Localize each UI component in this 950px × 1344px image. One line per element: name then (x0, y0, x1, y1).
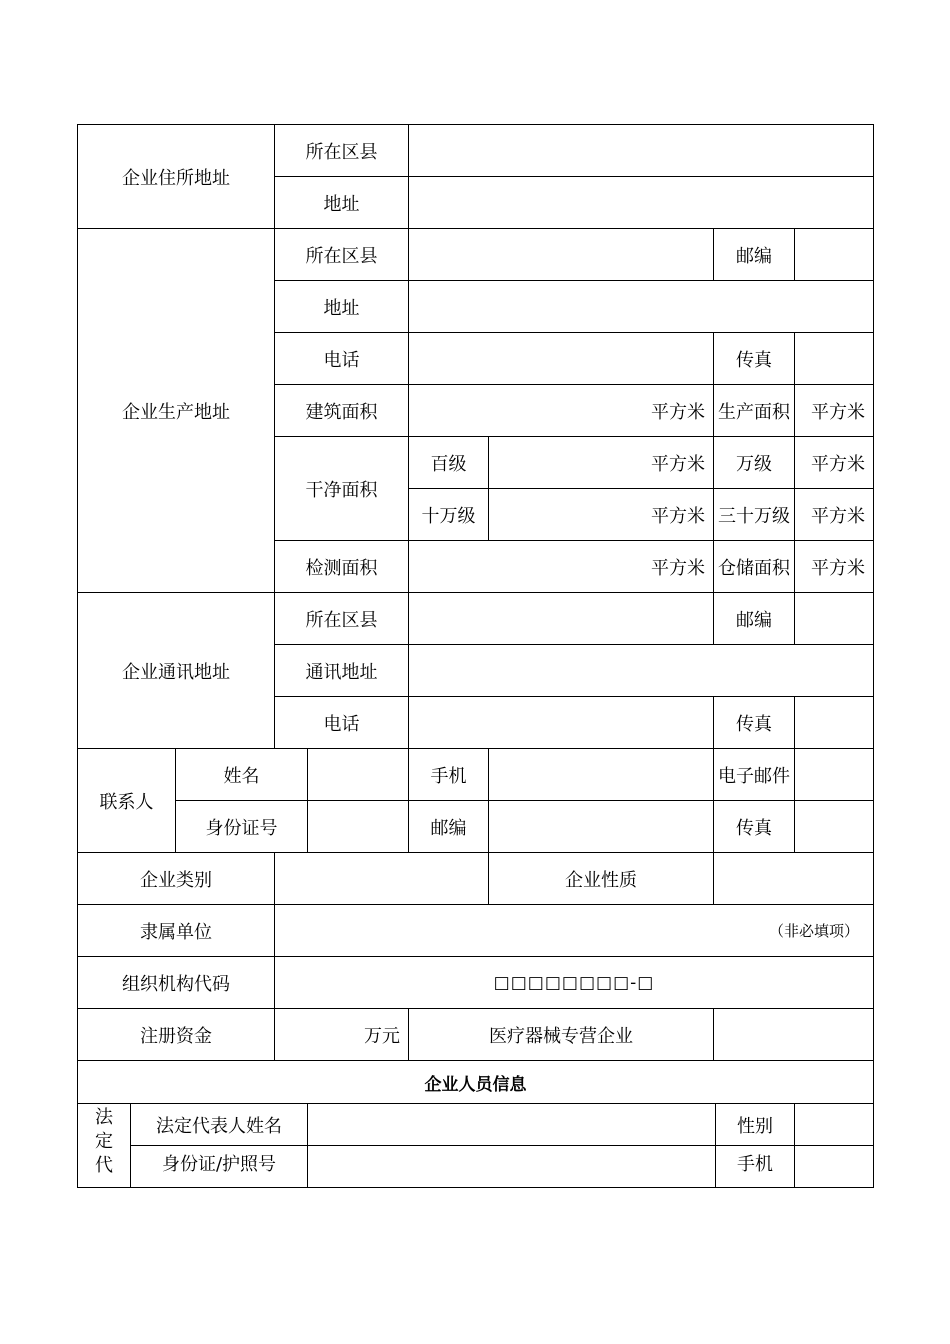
correspondence-postcode-field[interactable] (795, 593, 874, 645)
correspondence-address-field[interactable] (409, 645, 874, 697)
enterprise-category-label: 企业类别 (78, 853, 275, 905)
contact-title: 联系人 (78, 749, 176, 853)
contact-fax-field[interactable] (795, 801, 874, 853)
contact-id-field[interactable] (308, 801, 409, 853)
storage-area-label: 仓储面积 (714, 541, 795, 593)
class-100000-label: 十万级 (409, 489, 489, 541)
org-code-label: 组织机构代码 (78, 957, 275, 1009)
production-district-field[interactable] (409, 229, 714, 281)
contact-id-label: 身份证号 (176, 801, 308, 853)
legal-rep-mobile-label: 手机 (716, 1146, 795, 1188)
class-10000-field[interactable]: 平方米 (795, 437, 874, 489)
production-fax-field[interactable] (795, 333, 874, 385)
enterprise-registration-form (77, 124, 874, 1188)
production-phone-field[interactable] (409, 333, 714, 385)
affiliation-label: 隶属单位 (78, 905, 275, 957)
production-area-label: 生产面积 (714, 385, 795, 437)
testing-area-label: 检测面积 (275, 541, 409, 593)
dedicated-enterprise-field[interactable] (714, 1009, 874, 1061)
residence-district-label: 所在区县 (275, 125, 409, 177)
class-100-label: 百级 (409, 437, 489, 489)
contact-name-field[interactable] (308, 749, 409, 801)
contact-postcode-label: 邮编 (409, 801, 489, 853)
residence-district-field[interactable] (409, 125, 874, 177)
production-address-field[interactable] (409, 281, 874, 333)
building-area-field[interactable]: 平方米 (409, 385, 714, 437)
residence-address-field[interactable] (409, 177, 874, 229)
production-fax-label: 传真 (714, 333, 795, 385)
gender-field[interactable] (795, 1104, 874, 1146)
production-area-field[interactable]: 平方米 (795, 385, 874, 437)
legal-rep-vertical-label (78, 1104, 131, 1188)
production-district-label: 所在区县 (275, 229, 409, 281)
contact-email-label: 电子邮件 (714, 749, 795, 801)
contact-mobile-label: 手机 (409, 749, 489, 801)
id-passport-field[interactable] (308, 1146, 716, 1188)
correspondence-address-title: 企业通讯地址 (78, 593, 275, 749)
legal-rep-name-label: 法定代表人姓名 (131, 1104, 308, 1146)
gender-label: 性别 (716, 1104, 795, 1146)
enterprise-category-field[interactable] (275, 853, 489, 905)
class-300000-label: 三十万级 (714, 489, 795, 541)
clean-area-label: 干净面积 (275, 437, 409, 541)
production-address-label: 地址 (275, 281, 409, 333)
testing-area-field[interactable]: 平方米 (409, 541, 714, 593)
correspondence-phone-field[interactable] (409, 697, 714, 749)
production-postcode-label: 邮编 (714, 229, 795, 281)
contact-mobile-field[interactable] (489, 749, 714, 801)
legal-rep-char: 定 (95, 1131, 113, 1152)
org-code-field[interactable]: □□□□□□□□-□ (275, 957, 874, 1009)
affiliation-field[interactable]: （非必填项） (275, 905, 874, 957)
class-10000-label: 万级 (714, 437, 795, 489)
correspondence-fax-label: 传真 (714, 697, 795, 749)
enterprise-nature-field[interactable] (714, 853, 874, 905)
production-postcode-field[interactable] (795, 229, 874, 281)
registered-capital-field[interactable]: 万元 (275, 1009, 409, 1061)
correspondence-postcode-label: 邮编 (714, 593, 795, 645)
contact-name-label: 姓名 (176, 749, 308, 801)
class-100-field[interactable]: 平方米 (489, 437, 714, 489)
residence-address-title: 企业住所地址 (78, 125, 275, 229)
legal-rep-char: 代 (95, 1155, 113, 1176)
legal-rep-name-field[interactable] (308, 1104, 716, 1146)
storage-area-field[interactable]: 平方米 (795, 541, 874, 593)
contact-email-field[interactable] (795, 749, 874, 801)
residence-address-label: 地址 (275, 177, 409, 229)
legal-rep-mobile-field[interactable] (795, 1146, 874, 1188)
production-phone-label: 电话 (275, 333, 409, 385)
class-100000-field[interactable]: 平方米 (489, 489, 714, 541)
building-area-label: 建筑面积 (275, 385, 409, 437)
production-address-title: 企业生产地址 (78, 229, 275, 593)
class-300000-field[interactable]: 平方米 (795, 489, 874, 541)
personnel-section-title: 企业人员信息 (78, 1061, 874, 1104)
correspondence-district-field[interactable] (409, 593, 714, 645)
legal-rep-char: 法 (95, 1107, 113, 1128)
id-passport-label: 身份证/护照号 (131, 1146, 308, 1188)
correspondence-address-label: 通讯地址 (275, 645, 409, 697)
dedicated-enterprise-label: 医疗器械专营企业 (409, 1009, 714, 1061)
contact-fax-label: 传真 (714, 801, 795, 853)
correspondence-fax-field[interactable] (795, 697, 874, 749)
registered-capital-label: 注册资金 (78, 1009, 275, 1061)
correspondence-phone-label: 电话 (275, 697, 409, 749)
enterprise-nature-label: 企业性质 (489, 853, 714, 905)
correspondence-district-label: 所在区县 (275, 593, 409, 645)
contact-postcode-field[interactable] (489, 801, 714, 853)
